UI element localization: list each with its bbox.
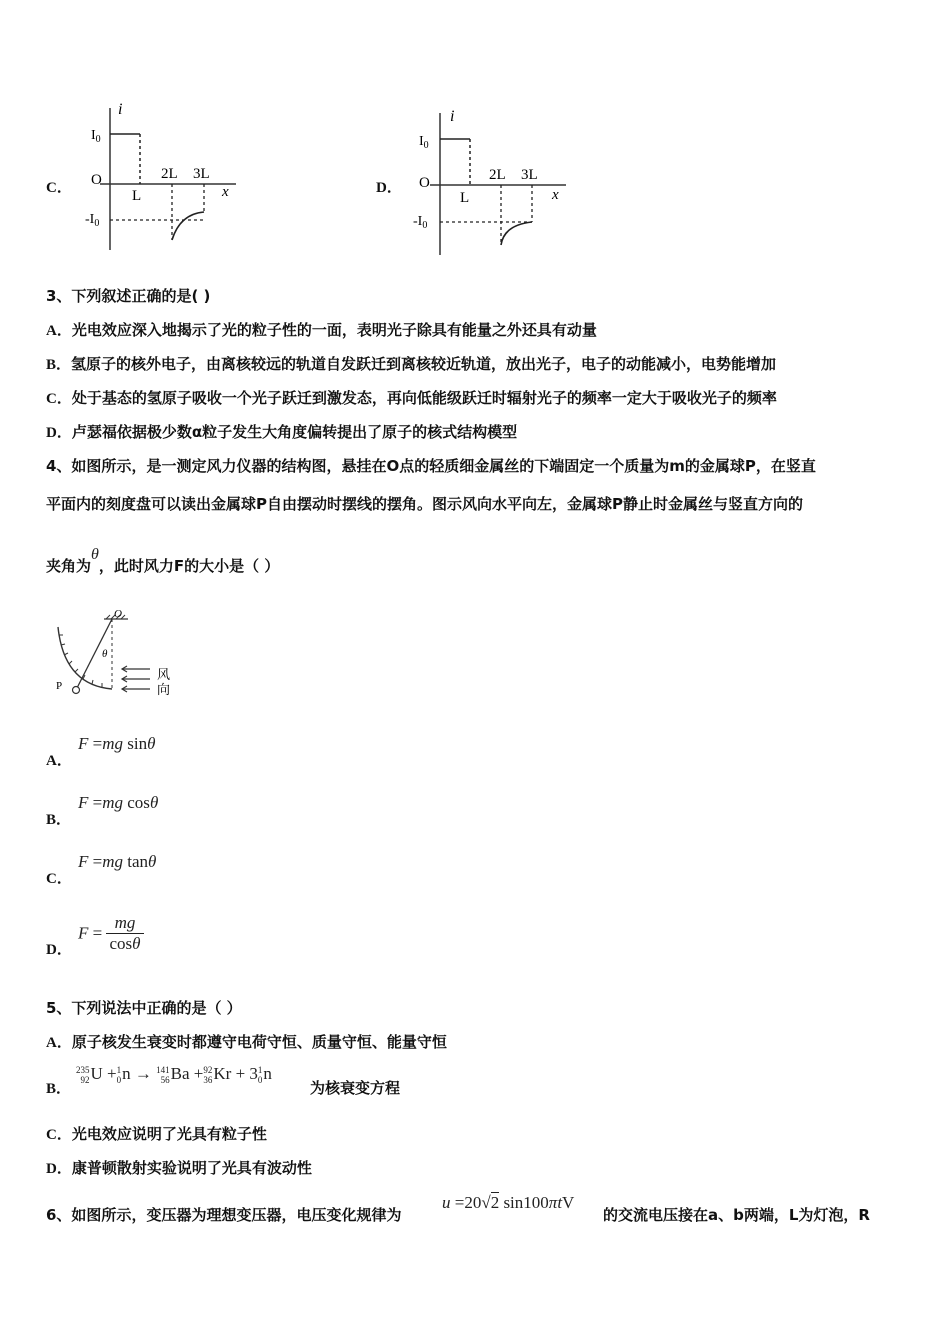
q4-stem-line3: 夹角为θ，此时风力F的大小是（ ）	[46, 546, 280, 575]
q5-option-c: C．光电效应说明了光具有粒子性	[46, 1125, 267, 1143]
q3-stem: 3、下列叙述正确的是( )	[46, 287, 211, 305]
q6-stem-prefix: 6、如图所示，变压器为理想变压器，电压变化规律为	[46, 1206, 402, 1224]
q3-option-b: B．氢原子的核外电子，由离核较远的轨道自发跃迁到离核较近轨道，放出光子，电子的动能减小，电势能增加	[46, 355, 777, 373]
axis-y-label: i	[450, 108, 455, 125]
option-d-label: D．	[376, 180, 402, 196]
l-label: L	[132, 188, 142, 204]
three-l-label: 3L	[521, 167, 538, 183]
current-negative-curve	[501, 222, 532, 245]
q4-option-a-label: A．	[46, 753, 72, 769]
axis-y-label: i	[118, 101, 123, 118]
q3-option-a: A．光电效应深入地揭示了光的粒子性的一面，表明光子除具有能量之外还具有动量	[46, 321, 597, 339]
neg-i0-label: $-I_0$	[413, 214, 428, 231]
three-l-label: 3L	[193, 166, 210, 182]
two-l-label: 2L	[161, 166, 178, 182]
option-c-label: C．	[46, 180, 72, 196]
q4-option-c-label: C．	[46, 871, 72, 887]
q5-option-d: D．康普顿散射实验说明了光具有波动性	[46, 1159, 312, 1177]
wind-label-1: 风	[157, 668, 171, 683]
neg-i0-label: $-I_0$	[85, 212, 100, 229]
origin-label: O	[419, 175, 430, 191]
q4-option-a-formula: F =mg sinθ	[78, 734, 156, 753]
l-label: L	[460, 190, 470, 206]
axis-x-label: x	[222, 184, 229, 200]
i0-label: $I_0$	[419, 134, 429, 151]
q5-option-a: A．原子核发生衰变时都遵守电荷守恒、质量守恒、能量守恒	[46, 1033, 447, 1051]
origin-label: O	[91, 172, 102, 188]
axis-x-label: x	[552, 187, 559, 203]
theta-symbol: θ	[91, 546, 99, 563]
o-label: O	[114, 608, 122, 620]
p-label: P	[56, 680, 63, 692]
q4-option-d-label: D．	[46, 942, 72, 958]
q6-stem-suffix: 的交流电压接在a、b两端，L为灯泡，R	[603, 1206, 870, 1224]
q4-option-c-formula: F =mg tanθ	[78, 852, 157, 871]
q4-option-d-formula: F = $\frac{mg}{\cos\theta}$	[78, 913, 144, 954]
wind-label-2: 向	[157, 683, 171, 698]
i0-label: $I_0$	[91, 128, 101, 145]
q5-option-b-suffix: 为核衰变方程	[310, 1079, 401, 1097]
graph-d	[410, 105, 580, 260]
scale-ticks	[59, 635, 102, 687]
current-negative-curve	[172, 212, 204, 240]
q5-option-b-equation: 235 92 U + 1 0 n → 141 56 Ba + 92 36 Kr + 3 1 0 n	[76, 1064, 272, 1086]
q5-stem: 5、下列说法中正确的是（ ）	[46, 999, 242, 1017]
q3-option-d: D．卢瑟福依据极少数α粒子发生大角度偏转提出了原子的核式结构模型	[46, 423, 518, 441]
q4-option-b-formula: F =mg cosθ	[78, 793, 159, 812]
two-l-label: 2L	[489, 167, 506, 183]
theta-label: θ	[102, 648, 108, 660]
q5-option-b-label: B．	[46, 1081, 72, 1097]
q3-option-c: C．处于基态的氢原子吸收一个光子跃迁到激发态，再向低能级跃迁时辐射光子的频率一定大于吸收光子的频率	[46, 389, 777, 407]
graph-c	[80, 100, 250, 260]
q4-stem-line1: 4、如图所示，是一测定风力仪器的结构图，悬挂在O点的轻质细金属丝的下端固定一个质量为m的金属球P，在竖直	[46, 457, 816, 475]
wind-arrows	[122, 666, 150, 692]
q4-option-b-label: B．	[46, 812, 72, 828]
q6-voltage-formula: u =20√2 sin100πtV	[442, 1193, 575, 1212]
metal-ball	[73, 687, 80, 694]
wind-gauge-figure	[50, 605, 180, 700]
q4-stem-line2: 平面内的刻度盘可以读出金属球P自由摆动时摆线的摆角。图示风向水平向左，金属球P静止时金属丝与竖直方向的	[46, 495, 803, 513]
